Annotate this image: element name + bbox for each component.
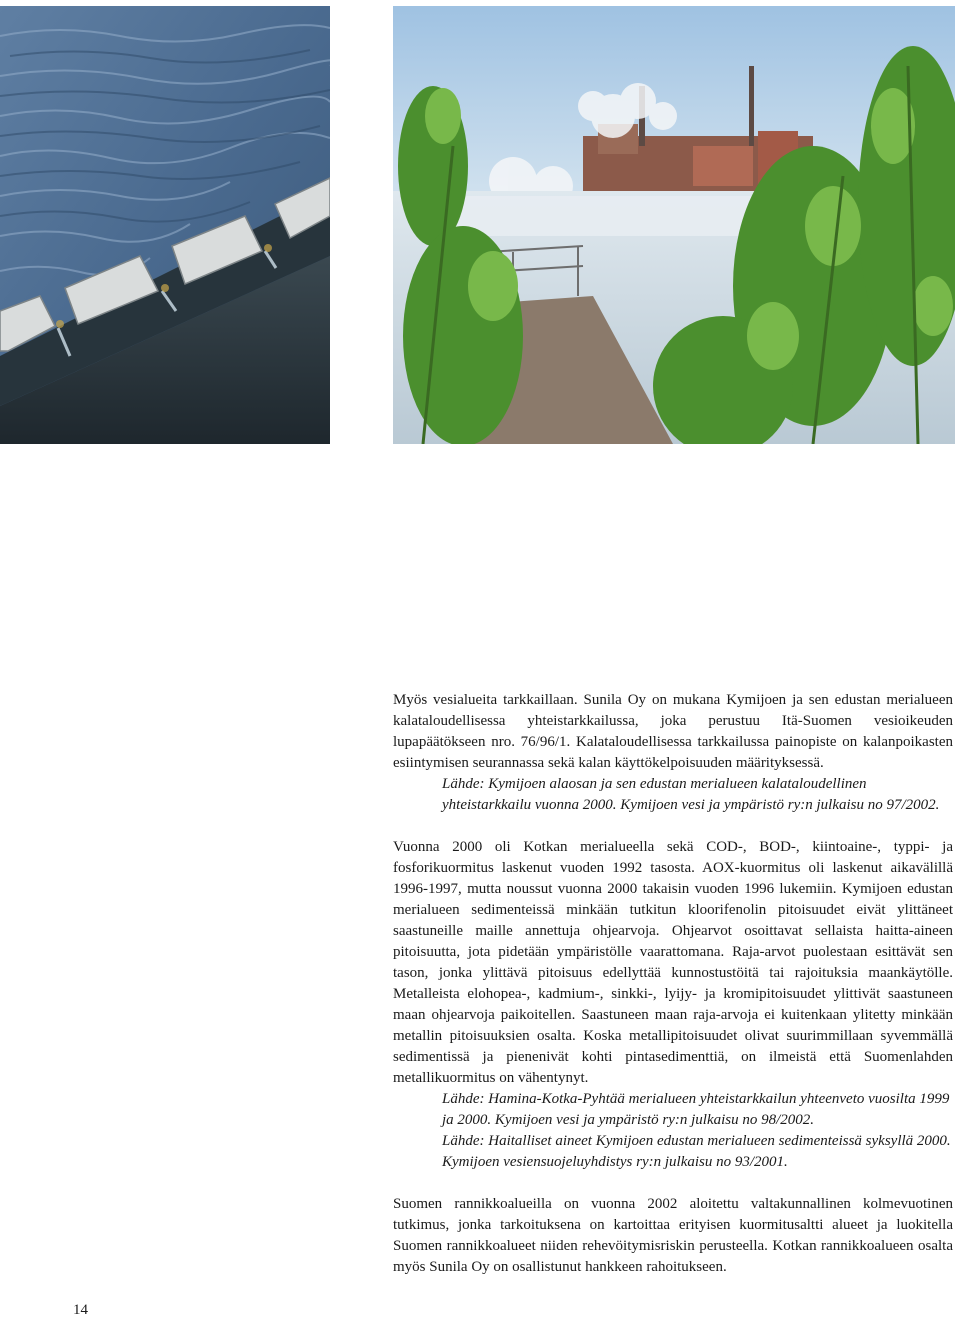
water-weir-photo <box>0 6 330 444</box>
source-note-1: Lähde: Kymijoen alaosan ja sen edustan merialueen kalataloudellinen yhteistarkkailu vuonna 2000. Kymijoen vesi ja ympäristö ry:n julkaisu no 97/2002. <box>442 776 940 813</box>
source-note-2: Lähde: Hamina-Kotka-Pyhtää merialueen yhteistarkkailun yhteenveto vuosilta 1999 ja 2000. Kymijoen vesi ja ympäristö ry:n julkaisu no 98/2002. <box>442 1091 950 1128</box>
paragraph-loads: Vuonna 2000 oli Kotkan merialueella sekä COD-, BOD-, kiintoaine-, typpi- ja fosforikuormitus laskenut vuoden 1992 tasosta. AOX-kuormitus oli laskenut aikavälillä 1996-1997, mutta noussut vuonna 2000 takaisin vuoden 1996 lukemiin. Kymijoen edustan merialueen sedimenteissä minkään tutkitun kloorifenolin pitoisuudet eivät ylittäneet saastuneille maille annettuja ohjearvoja. Ohjearvot osoittavat sellaista haitta-aineen pitoisuutta, jota pidetään ympäristölle vaarattomana. Raja-arvot puolestaan esittävät sen tason, jonka ylittävä pitoisuus edellyttää kunnostustöitä tai rajoituksia maankäytölle. Metalleista elohopea-, kadmium-, sinkki-, lyijy- ja kromipitoisuudet ylittivät saastuneen maan ohjearvoja paikoitellen. Saastuneen maan raja-arvoja ei kuitenkaan ylitetty minkään metallin pitoisuuksien osalta. Koska metallipitoisuudet olivat suurimmillaan syvemmällä sedimentissä ja pienenivät kohti pintasedimenttiä, on ilmeistä että Suomenlahden metallikuormitus on vähentynyt. <box>393 839 953 1086</box>
paragraph-coastal-study: Suomen rannikkoalueilla on vuonna 2002 aloitettu valtakunnallinen kolmevuotinen tutkimus, jonka tarkoituksena on kartoittaa erityisen kuormitusaltti alueet ja luokitella Suomen rannikkoalueet niiden rehevöitymisriskin perusteella. Kotkan rannikkoalueen osalta myös Sunila Oy on osallistunut hankkeen rahoitukseen. <box>393 1196 953 1275</box>
body-text <box>393 690 953 1278</box>
source-note-3: Lähde: Haitalliset aineet Kymijoen edustan merialueen sedimenteissä syksyllä 2000. Kymijoen vesiensuojeluyhdistys ry:n julkaisu no 93/2001. <box>442 1133 951 1170</box>
page-number: 14 <box>73 1302 88 1318</box>
paragraph-monitoring: Myös vesialueita tarkkaillaan. Sunila Oy on mukana Kymijoen ja sen edustan merialueen kalataloudellisessa yhteistarkkailussa, joka perustuu Itä-Suomen vesioikeuden lupapäätökseen nro. 76/96/1. Kalataloudellisessa tarkkailussa painopiste on kalanpoikasten esiintymisen seurannassa sekä kalan käyttökelpoisuuden määrityksessä. <box>393 692 953 771</box>
treatment-plant-photo <box>393 6 955 444</box>
